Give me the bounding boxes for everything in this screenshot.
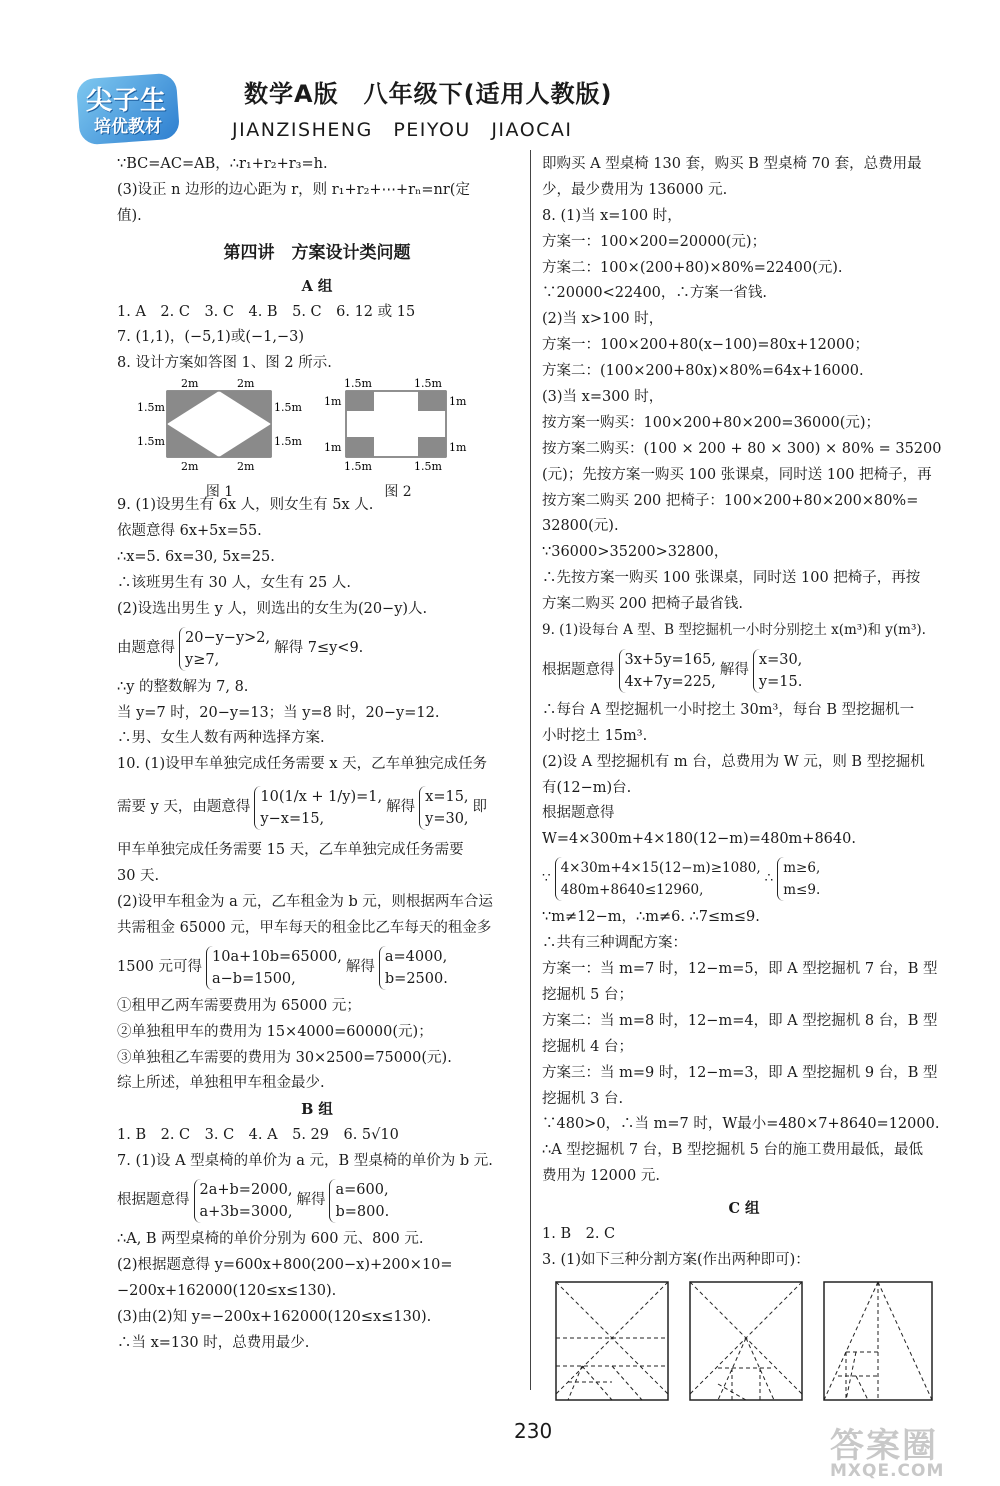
- answer-line: 方案一：100×200=20000(元)；: [542, 233, 767, 250]
- brace-system: [619, 649, 716, 693]
- answer-figures: [117, 377, 517, 501]
- answer-line: ∵20000<22400，∴方案一省钱.: [542, 285, 768, 302]
- answer-line: 1. B 2. C: [542, 1225, 616, 1242]
- text-segment: ∵: [542, 870, 551, 887]
- answer-line: 按方案二购买：(100 × 200 + 80 × 300) × 80% = 35200: [542, 440, 942, 457]
- answer-line: W=4×300m+4×180(12−m)=480m+8640.: [542, 831, 856, 848]
- solution: y=15.: [758, 673, 803, 690]
- answer-line: (2)当 x>100 时，: [542, 311, 664, 328]
- brace-system: [555, 857, 761, 901]
- answer-line: ②单独租甲车的费用为 15×4000=60000(元)；: [117, 1023, 433, 1040]
- fig1-label: 2m: [237, 377, 255, 391]
- equation-system: [542, 644, 946, 698]
- answer-line: ∴该班男生有 30 人，女生有 25 人.: [117, 574, 351, 591]
- solution: a=600,: [335, 1182, 389, 1199]
- answer-line: 方案二：当 m=8 时，12−m=4，即 A 型挖掘机 8 台，B 型: [542, 1012, 938, 1029]
- figure-1-diagram: [137, 377, 302, 473]
- logo-top-text: 尖子生: [86, 86, 168, 116]
- group-a-heading: A 组: [301, 277, 333, 295]
- answer-line: 7. (1,1)，(−5,1)或(−1,−3): [117, 329, 305, 346]
- answer-line: ③单独租乙车需要的费用为 30×2500=75000(元).: [117, 1049, 452, 1066]
- answer-line: 按方案一购买：100×200+80×200=36000(元)；: [542, 414, 881, 431]
- answer-line: ∴A 型挖掘机 7 台，B 型挖掘机 5 台的施工费用最低，最低: [542, 1142, 923, 1159]
- answer-line: 32800(元).: [542, 518, 619, 535]
- answer-line: 3. (1)如下三种分割方案(作出两种即可)：: [542, 1251, 810, 1268]
- answer-line: ∴先按方案一购买 100 张课桌，同时送 100 把椅子，再按: [542, 570, 921, 587]
- answer-line: 少，最少费用为 136000 元.: [542, 181, 728, 198]
- fig1-label: 1.5m: [274, 401, 302, 415]
- answer-line: ∴y 的整数解为 7, 8.: [117, 678, 249, 695]
- text-segment: ∴: [764, 870, 774, 887]
- answer-line: ∴男、女生人数有两种选择方案.: [117, 730, 325, 747]
- answer-line: 有(12−m)台.: [542, 779, 632, 796]
- equation: y≥7,: [185, 651, 220, 668]
- answer-line: 依题意得 6x+5x=55.: [117, 523, 262, 540]
- group-b-heading: B 组: [301, 1101, 333, 1119]
- equation-system: [117, 1175, 517, 1227]
- answer-line: (2)设 A 型挖掘机有 m 台，总费用为 W 元，则 B 型挖掘机: [542, 753, 925, 770]
- answer-line: ①租甲乙两车需要费用为 65000 元；: [117, 997, 361, 1014]
- answer-line: ∴共有三种调配方案：: [542, 935, 687, 952]
- series-logo: [78, 76, 178, 142]
- text-segment: 即: [472, 799, 488, 816]
- fig2-label: 1.5m: [414, 377, 442, 391]
- solution: m≤9.: [783, 882, 821, 899]
- answer-line: 费用为 12000 元.: [542, 1168, 660, 1185]
- brace-system: [194, 1179, 293, 1223]
- inequality-system: [542, 853, 946, 905]
- equation-system: [117, 623, 517, 675]
- figure-1: [137, 377, 302, 501]
- fig2-label: 1m: [324, 395, 342, 409]
- answer-line: ∴A, B 两型桌椅的单价分别为 600 元、800 元.: [117, 1231, 424, 1248]
- fig2-label: 1.5m: [344, 460, 372, 474]
- answer-line: 方案三：当 m=9 时，12−m=3，即 A 型挖掘机 9 台，B 型: [542, 1064, 938, 1081]
- fig1-label: 1.5m: [137, 401, 165, 415]
- text-segment: 解得: [386, 799, 416, 816]
- fig2-label: 1.5m: [414, 460, 442, 474]
- answer-line: 1. A 2. C 3. C 4. B 5. C 6. 12 或 15: [117, 303, 416, 320]
- answer-line: 根据题意得: [542, 805, 615, 822]
- answer-line: 方案二：100×(200+80)×80%=22400(元).: [542, 259, 843, 276]
- answer-line: ∵m≠12−m，∴m≠6. ∴7≤m≤9.: [542, 909, 760, 926]
- section-title: 第四讲 方案设计类问题: [223, 242, 411, 263]
- text-segment: 根据题意得: [117, 1192, 190, 1209]
- left-column: [117, 152, 517, 1357]
- fig1-label: 2m: [237, 460, 255, 474]
- brace-system: [179, 627, 270, 671]
- answer-line: ∴每台 A 型挖掘机一小时挖土 30m³，每台 B 型挖掘机一: [542, 701, 915, 718]
- text-line: 值).: [117, 207, 142, 224]
- equation: 10a+10b=65000,: [212, 948, 342, 965]
- equation: a−b=1500,: [212, 970, 296, 987]
- answer-line: 方案一：当 m=7 时，12−m=5，即 A 型挖掘机 7 台，B 型: [542, 961, 938, 978]
- text-line: (3)设正 n 边形的边心距为 r，则 r₁+r₂+⋯+rₙ=nr(定: [117, 181, 470, 198]
- equation: 2a+b=2000,: [199, 1182, 293, 1199]
- solution: a=4000,: [384, 948, 448, 965]
- fig1-label: 1.5m: [137, 435, 165, 449]
- fig2-label: 1m: [449, 441, 467, 455]
- answer-line: ∴当 x=130 时，总费用最少.: [117, 1334, 310, 1351]
- answer-line: ∴x=5. 6x=30, 5x=25.: [117, 549, 275, 566]
- answer-line: −200x+162000(120≤x≤130).: [117, 1282, 337, 1299]
- answer-line: (2)根据题意得 y=600x+800(200−x)+200×10=: [117, 1256, 453, 1273]
- inequality: 4×30m+4×15(12−m)≥1080,: [560, 860, 761, 877]
- column-divider: [530, 150, 531, 1390]
- solution: m≥6,: [783, 860, 821, 877]
- solution: b=2500.: [384, 970, 448, 987]
- answer-line: 挖掘机 3 台.: [542, 1090, 624, 1107]
- book-title: 数学A版 八年级下(适用人教版): [244, 80, 613, 108]
- logo-bottom-text: 培优教材: [94, 117, 162, 137]
- text-segment: 1500 元可得: [117, 958, 203, 975]
- equation: 3x+5y=165,: [624, 651, 716, 668]
- answer-line: 10. (1)设甲车单独完成任务需要 x 天，乙车单独完成任务: [117, 756, 488, 773]
- answer-line: (3)当 x=300 时，: [542, 389, 664, 406]
- partition-scheme-3: [824, 1282, 932, 1400]
- text-segment: 解得: [719, 661, 749, 678]
- figure-1-caption: 图 1: [205, 484, 234, 501]
- equation-system: [117, 942, 517, 994]
- figure-2-diagram: [318, 377, 478, 473]
- figure-2-caption: 图 2: [384, 484, 412, 501]
- solution: y=30,: [425, 811, 469, 828]
- answer-line: 即购买 A 型桌椅 130 套，购买 B 型桌椅 70 套，总费用最: [542, 156, 922, 172]
- brace-system: [329, 1179, 389, 1223]
- answer-line: 9. (1)设男生有 6x 人，则女生有 5x 人.: [117, 497, 374, 514]
- answer-line: 小时挖土 15m³.: [542, 727, 648, 744]
- inequality: 480m+8640≤12960,: [560, 882, 704, 899]
- answer-line: (3)由(2)知 y=−200x+162000(120≤x≤130).: [117, 1308, 432, 1325]
- brace-system: [753, 649, 802, 693]
- fig2-label: 1m: [324, 441, 342, 455]
- answer-line: 挖掘机 4 台；: [542, 1038, 633, 1055]
- answer-line: ∵36000>35200>32800，: [542, 544, 729, 561]
- text-line: ∵BC=AC=AB，∴r₁+r₂+r₃=h.: [117, 156, 328, 172]
- answer-line: 8. (1)当 x=100 时，: [542, 207, 682, 224]
- brace-system: [379, 946, 448, 990]
- answer-line: 共需租金 65000 元，甲车每天的租金比乙车每天的租金多: [117, 919, 492, 936]
- book-subtitle-pinyin: JIANZISHENG PEIYOU JIAOCAI: [232, 119, 573, 141]
- fig2-label: 1m: [449, 395, 467, 409]
- answer-line: 30 天.: [117, 868, 160, 885]
- equation: 20−y−y>2,: [185, 629, 271, 646]
- answer-line: 方案二：(100×200+80x)×80%=64x+16000.: [542, 363, 864, 380]
- brace-system: [777, 857, 820, 901]
- partition-scheme-1: [556, 1282, 668, 1400]
- watermark-top: 答案圈: [830, 1426, 938, 1466]
- text-segment: 需要 y 天，由题意得: [117, 799, 251, 816]
- solution: x=30,: [758, 651, 803, 668]
- watermark: [830, 1418, 944, 1481]
- page-number: 230: [514, 1419, 553, 1443]
- answer-line: 9. (1)设每台 A 型、B 型挖掘机一小时分别挖土 x(m³)和 y(m³).: [542, 622, 926, 639]
- answer-line: (2)设选出男生 y 人，则选出的女生为(20−y)人.: [117, 600, 428, 617]
- text-segment: 解得: [345, 958, 375, 975]
- answer-line: 7. (1)设 A 型桌椅的单价为 a 元，B 型桌椅的单价为 b 元.: [117, 1153, 493, 1170]
- brace-system: [254, 786, 382, 830]
- answer-line: 按方案二购买 200 把椅子：100×200+80×200×80%=: [542, 492, 919, 509]
- fig1-label: 2m: [181, 377, 199, 391]
- answer-line: 甲车单独完成任务需要 15 天，乙车单独完成任务需要: [117, 842, 464, 859]
- answer-line: (元)；先按方案一购买 100 张课桌，同时送 100 把椅子，再: [542, 466, 932, 483]
- answer-line: 8. 设计方案如答图 1、图 2 所示.: [117, 355, 332, 372]
- fig1-label: 1.5m: [274, 435, 302, 449]
- figure-2: [318, 377, 478, 501]
- watermark-bottom: MXQE.COM: [830, 1461, 945, 1481]
- equation: a+3b=3000,: [199, 1204, 293, 1221]
- brace-system: [206, 946, 342, 990]
- answer-line: 方案二购买 200 把椅子最省钱.: [542, 596, 744, 613]
- fig1-label: 2m: [181, 460, 199, 474]
- equation: 4x+7y=225,: [624, 673, 716, 690]
- answer-line: 1. B 2. C 3. C 4. A 5. 29 6. 5√10: [117, 1127, 399, 1144]
- group-c-heading: C 组: [728, 1200, 760, 1218]
- brace-system: [419, 786, 468, 830]
- equation: y−x=15,: [260, 811, 325, 828]
- partition-figures: [542, 1278, 942, 1408]
- answer-line: 方案一：100×200+80(x−100)=80x+12000；: [542, 337, 869, 354]
- text-segment: 根据题意得: [542, 661, 615, 678]
- text-segment: 由题意得: [117, 639, 175, 656]
- solution: b=800.: [335, 1204, 390, 1221]
- answer-line: 当 y=7 时，20−y=13；当 y=8 时，20−y=12.: [117, 704, 440, 721]
- answer-line: 挖掘机 5 台；: [542, 986, 633, 1003]
- answer-line: 综上所述，单独租甲车租金最少.: [117, 1075, 325, 1092]
- answer-line: (2)设甲车租金为 a 元，乙车租金为 b 元，则根据两车合运: [117, 894, 493, 911]
- solution: x=15,: [425, 789, 469, 806]
- partition-scheme-2: [690, 1282, 802, 1400]
- fig2-label: 1.5m: [344, 377, 372, 391]
- equation-system: [117, 778, 517, 838]
- right-column: [542, 152, 946, 1418]
- equation: 10(1/x + 1/y)=1,: [260, 789, 383, 806]
- answer-line: ∵480>0，∴当 m=7 时，W最小=480×7+8640=12000.: [542, 1116, 940, 1133]
- text-segment: 解得: [296, 1192, 326, 1209]
- text-segment: 解得 7≤y<9.: [274, 639, 364, 656]
